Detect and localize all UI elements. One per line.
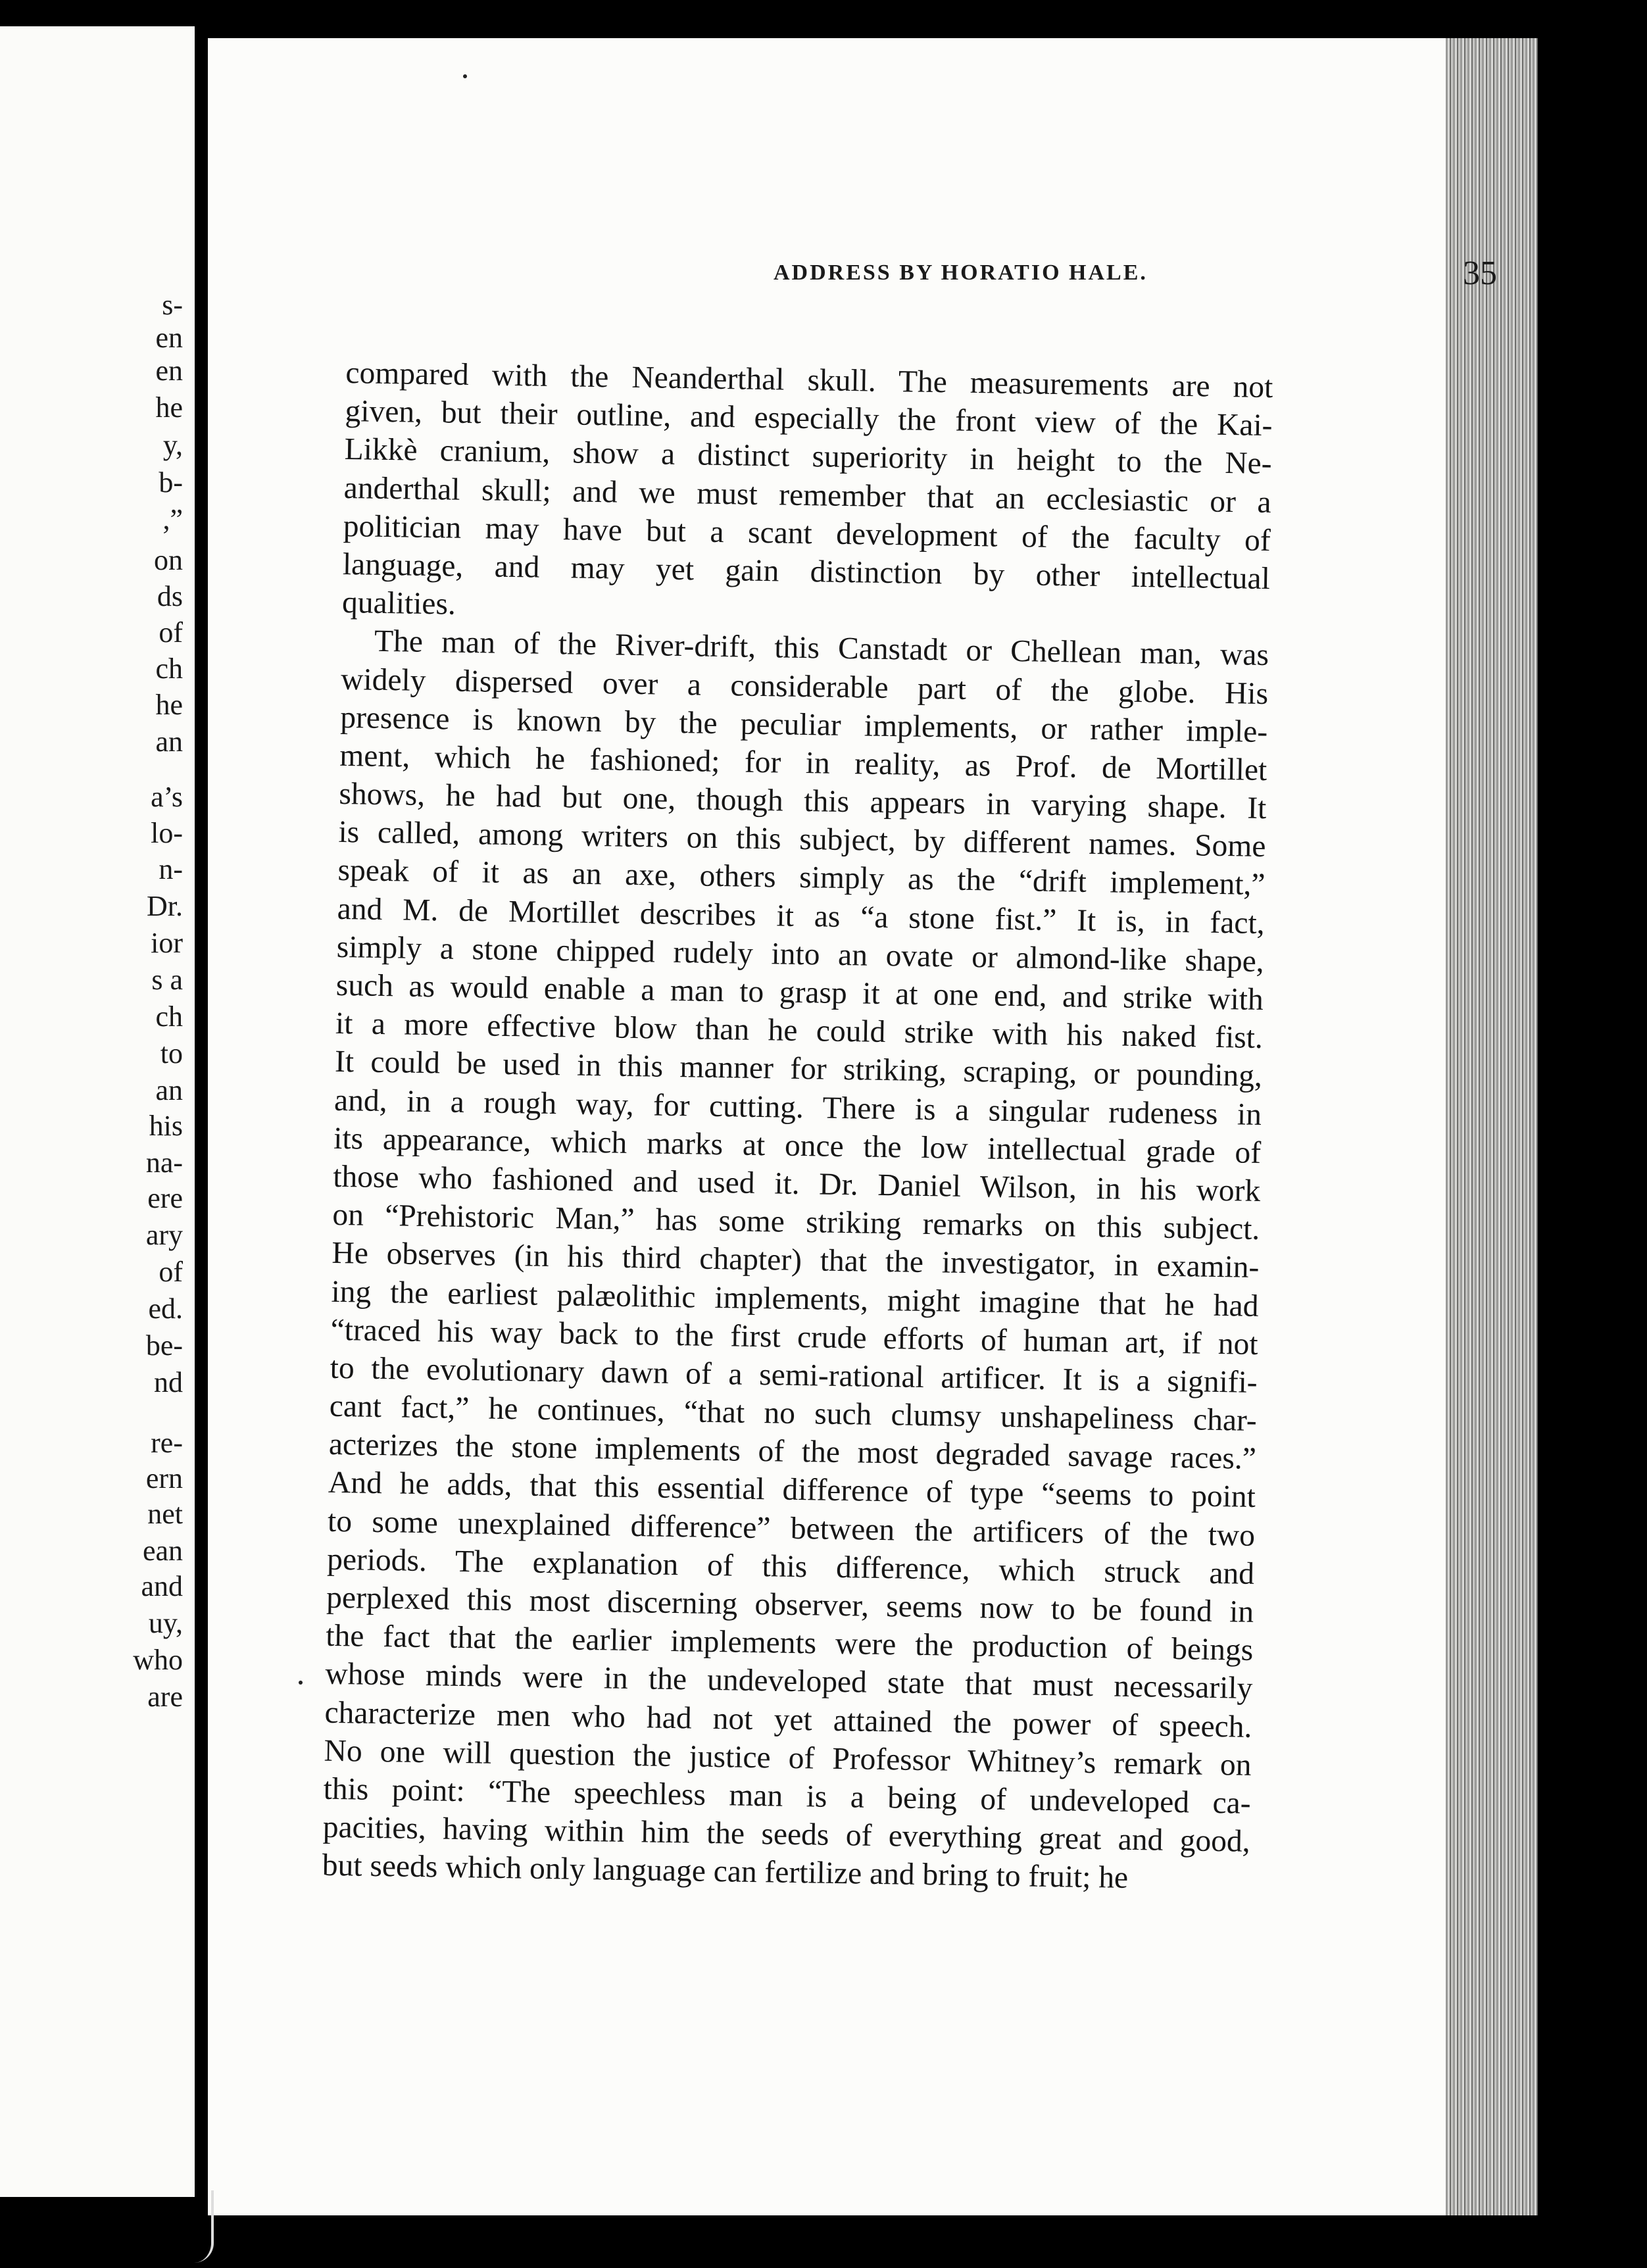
- text-line: He observes (in his third chapter) that the investigator, in examin-: [332, 1236, 1260, 1285]
- page-number: 35: [1463, 255, 1497, 292]
- text-line: acterizes the stone implements of the most degraded savage races.”: [328, 1427, 1257, 1477]
- text-line: to the evolutionary dawn of a semi-rational artificer. It is a signifi-: [330, 1350, 1258, 1400]
- running-head-title: ADDRESS BY HORATIO HALE.: [774, 260, 1148, 285]
- left-page-fragment: ior: [151, 927, 183, 959]
- left-page-fragment: re-: [151, 1427, 183, 1459]
- text-line: and M. de Mortillet describes it as “a stone fist.” It is, in fact,: [337, 891, 1265, 941]
- left-page-fragment: ary: [145, 1219, 183, 1251]
- page-edge-stack: [1446, 38, 1538, 2215]
- left-page-fragment: ds: [157, 580, 183, 612]
- text-line: No one will question the justice of Professor Whitney’s remark on: [324, 1733, 1252, 1783]
- text-line: periods. The explanation of this difference, which struck and: [326, 1542, 1255, 1591]
- left-page-fragment: he: [155, 689, 183, 721]
- left-page-fragment: be-: [145, 1329, 183, 1362]
- text-line: to some unexplained difference” between the artificers of the two: [327, 1504, 1256, 1553]
- stray-mark: [299, 1681, 303, 1685]
- left-page-fragment: ean: [142, 1535, 183, 1567]
- text-line: anderthal skull; and we must remember that an ecclesiastic or a: [343, 470, 1272, 520]
- text-line: And he adds, that this essential difference of type “seems to point: [328, 1466, 1256, 1515]
- left-page-fragment: who: [133, 1644, 183, 1676]
- text-line: presence is known by the peculiar implements, or rather imple-: [339, 700, 1268, 749]
- text-line: politician may have but a scant development of the faculty of: [343, 508, 1271, 558]
- running-head: [616, 255, 1497, 300]
- left-page-fragment: his: [149, 1110, 183, 1142]
- text-line: the fact that the earlier implements were the production of beings: [325, 1618, 1254, 1668]
- left-page-fragment: b-: [159, 466, 183, 499]
- text-line: such as would enable a man to grasp it at one end, and strike with: [335, 968, 1264, 1018]
- text-line: its appearance, which marks at once the low intellectual grade of: [333, 1121, 1262, 1170]
- left-page-fragment: are: [147, 1681, 183, 1713]
- text-line: pacities, having within him the seeds of everything great and good,: [322, 1810, 1251, 1859]
- left-page-fragment: on: [154, 544, 183, 576]
- text-line: “traced his way back to the first crude efforts of human art, if not: [330, 1312, 1258, 1362]
- left-page-fragment: net: [147, 1498, 183, 1530]
- left-page-fragment: ch: [155, 653, 183, 685]
- left-page-fragment: n-: [159, 853, 183, 885]
- text-line: and, in a rough way, for cutting. There is a singular rudeness in: [333, 1083, 1262, 1132]
- text-line: whose minds were in the undeveloped state that must necessarily: [325, 1657, 1253, 1706]
- text-line: those who fashioned and used it. Dr. Daniel Wilson, in his work: [332, 1159, 1261, 1208]
- text-line: it a more effective blow than he could strike with his naked fist.: [335, 1006, 1264, 1056]
- right-page: [208, 38, 1538, 2215]
- left-page-fragment: y,: [162, 429, 183, 461]
- stray-mark: [463, 74, 467, 78]
- left-page-fragment: to: [160, 1037, 183, 1070]
- text-line: language, and may yet gain distinction by other intellectual: [342, 547, 1271, 597]
- left-page-fragment: of: [159, 616, 183, 649]
- text-line: ing the earliest palæolithic implements, might imagine that he had: [331, 1274, 1259, 1323]
- left-page-edge: [0, 26, 195, 2197]
- left-page-fragment: ere: [147, 1182, 183, 1214]
- left-page-fragment: na-: [145, 1146, 183, 1179]
- left-page-fragment: and: [141, 1570, 183, 1602]
- left-page-fragment: s-: [162, 289, 183, 321]
- left-page-fragment: of: [159, 1256, 183, 1288]
- text-line: The man of the River-drift, this Canstadt or Chellean man, was: [374, 624, 1269, 673]
- left-page-fragment: Dr.: [147, 890, 183, 922]
- page-corner-curl: [194, 2190, 214, 2263]
- text-line: Likkè cranium, show a distinct superiority in height to the Ne-: [344, 432, 1272, 481]
- left-page-fragment: s a: [151, 964, 183, 996]
- text-line: is called, among writers on this subject, by different names. Some: [338, 815, 1266, 864]
- body-text: [322, 354, 1273, 1899]
- text-line: shows, he had but one, though this appears in varying shape. It: [339, 776, 1267, 826]
- left-page-fragment: ch: [155, 1000, 183, 1033]
- text-line: widely dispersed over a considerable part of the globe. His: [340, 662, 1269, 711]
- book-gutter: [195, 0, 208, 2268]
- left-page-fragment: en: [155, 322, 183, 354]
- text-line: perplexed this most discerning observer, seems now to be found in: [326, 1580, 1254, 1629]
- left-page-fragment: he: [155, 391, 183, 424]
- text-line: given, but their outline, and especially the front view of the Kai-: [345, 394, 1273, 443]
- text-line: but seeds which only language can fertilize and bring to fruit; he: [322, 1848, 1129, 1896]
- text-line: this point: “The speechless man is a being of undeveloped ca-: [323, 1771, 1251, 1821]
- text-line: speak of it as an axe, others simply as the “drift implement,”: [337, 853, 1266, 902]
- text-line: simply a stone chipped rudely into an ovate or almond-like shape,: [336, 929, 1265, 979]
- left-page-fragment: an: [155, 726, 183, 758]
- text-line: characterize men who had not yet attained the power of speech.: [324, 1695, 1252, 1744]
- left-page-fragment: nd: [154, 1366, 183, 1398]
- left-page-fragment: an: [155, 1074, 183, 1106]
- left-page-fragment: ,”: [162, 503, 183, 535]
- text-line: on “Prehistoric Man,” has some striking remarks on this subject.: [332, 1197, 1260, 1247]
- left-page-fragment: en: [155, 355, 183, 387]
- left-page-fragment: ed.: [148, 1293, 183, 1325]
- left-page-fragment: a’s: [151, 781, 183, 813]
- text-line: cant fact,” he continues, “that no such clumsy unshapeliness char-: [329, 1389, 1258, 1439]
- text-line: ment, which he fashioned; for in reality, as Prof. de Mortillet: [339, 738, 1267, 787]
- left-page-fragment: lo-: [151, 817, 183, 849]
- text-line: qualities.: [341, 585, 456, 622]
- text-line: compared with the Neanderthal skull. The measurements are not: [345, 355, 1273, 405]
- left-page-fragment: uy,: [148, 1607, 183, 1639]
- text-line: It could be used in this manner for striking, scraping, or pounding,: [334, 1045, 1263, 1094]
- left-page-fragment: ern: [145, 1462, 183, 1494]
